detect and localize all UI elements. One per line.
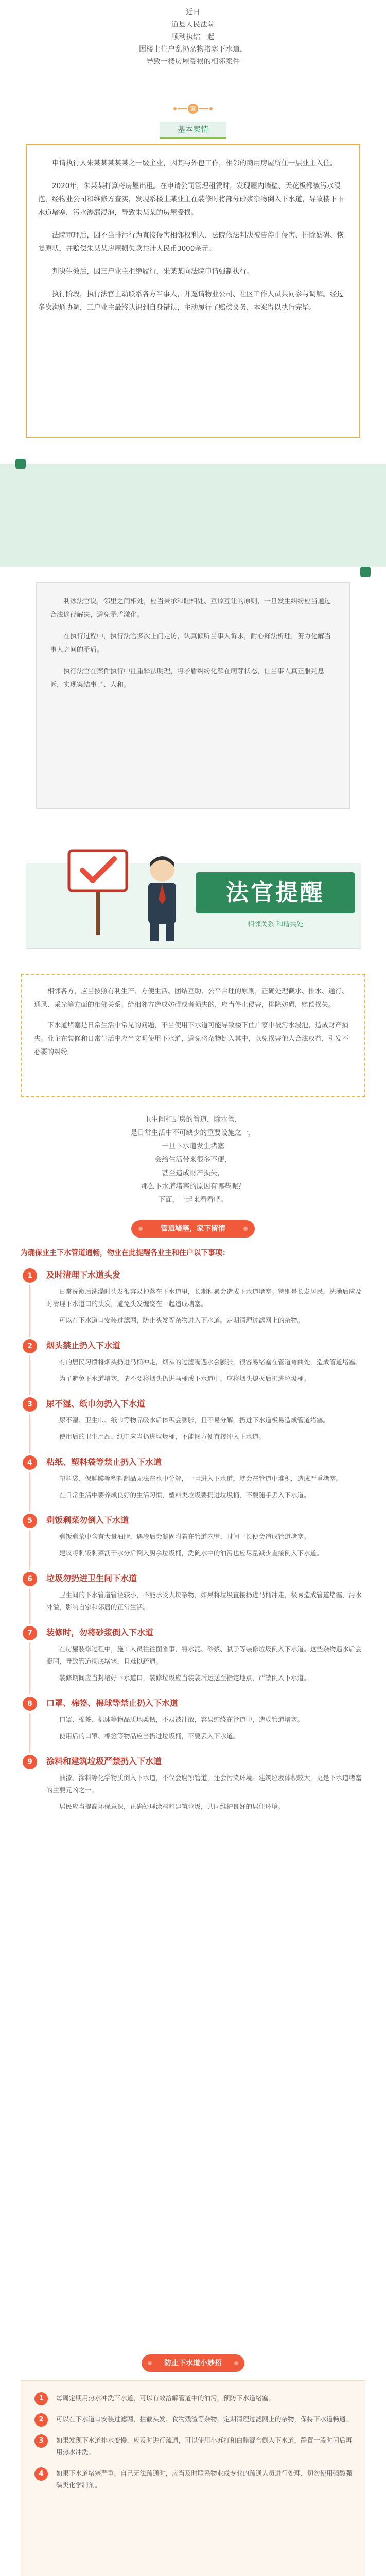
item-body: 口罩、棉签、棉球等物品质地柔韧，不易被冲散，容易缠绕在管道中，造成管道堵塞。 (59, 1716, 304, 1723)
poem-line: 下面，一起来看看吧。 (158, 1196, 228, 1204)
basic-facts-box (26, 144, 360, 438)
item-body: 剩饭剩菜中含有大量油脂，遇冷后会凝固附着在管道内壁，时间一长便会造成管道堵塞。 (59, 1533, 310, 1540)
basic-paragraph: 法院审理后，因不当排污行为直接侵害相邻权利人，法院依法判决被告停止侵害、排除妨碍、恢复原状，并赔偿朱某某房屋损失款共计人民币3000余元。 (38, 231, 344, 253)
list-item (21, 1455, 365, 1501)
list-item (21, 1697, 365, 1742)
intro-line: 因楼上住户乱扔杂物堵塞下水道， (139, 45, 247, 54)
clog-causes-list (21, 1267, 365, 1825)
decorative-green-band (0, 464, 386, 567)
tip-paragraph: 相邻各方，应当按照有利生产、方便生活、团结互助、公平合理的原则，正确处理截水、排水、通行、通风、采光等方面的相邻关系。给相邻方造成妨碍或者损失的，应当停止侵害，排除妨碍，赔偿损失。 (34, 988, 349, 1009)
checkmark-sign-icon (67, 848, 129, 935)
pill-dot (138, 1227, 143, 1231)
poem-line: 一旦下水道发生堵塞 (162, 1142, 224, 1150)
tip-number: 3 (34, 2434, 48, 2448)
list-item (21, 1268, 365, 1327)
intro-poem (0, 1113, 386, 1207)
section-pill-pipe-care (131, 1220, 255, 1238)
list-item (21, 1755, 365, 1813)
item-title: 粘纸、塑料袋等禁止扔入下水道 (46, 1457, 162, 1467)
item-body: 装修期间应当封堵好下水道口，装修垃圾应当装袋后运送至指定地点，严禁倒入下水道。 (59, 1674, 310, 1682)
item-number: 2 (23, 1339, 37, 1353)
poem-line: 甚至造成财产损失， (162, 1169, 224, 1177)
intro-line: 道县人民法院 (171, 21, 215, 29)
item-body: 塑料袋、保鲜膜等塑料制品无法在水中分解，一旦进入下水道，就会在管道中堆积，造成严重堵塞。 (59, 1475, 343, 1482)
timeline-line (29, 1355, 30, 1395)
item-body: 可以在下水道口安装过滤网，防止头发等杂物进入下水道。定期清理过滤网上的杂物。 (59, 1316, 304, 1324)
divider-badge: 案 (188, 104, 198, 114)
item-body: 居民应当提高环保意识，正确处理涂料和建筑垃圾，共同维护良好的居住环境。 (59, 1803, 285, 1810)
item-title: 涂料和建筑垃圾严禁扔入下水道 (46, 1756, 162, 1766)
poem-line: 那么下水道堵塞的原因有哪些呢？ (141, 1182, 245, 1191)
item-title: 烟头禁止扔入下水道 (46, 1341, 121, 1350)
list-item (31, 2413, 355, 2425)
pill-dot (148, 2361, 152, 2365)
tip-number: 4 (34, 2467, 48, 2481)
section-divider (173, 102, 213, 115)
section-pill-tips (142, 2354, 244, 2372)
list-item (21, 1397, 365, 1443)
corner-decoration (15, 459, 26, 469)
tip-text: 每周定期用热水冲洗下水道，可以有效溶解管道中的油污，预防下水道堵塞。 (56, 2394, 275, 2402)
item-title: 口罩、棉签、棉球等禁止扔入下水道 (46, 1698, 179, 1708)
list-item (31, 2434, 355, 2458)
execution-paragraph: 执行法官在案件执行中注重释法明理，将矛盾纠纷化解在萌芽状态，让当事人真正服判息诉，实现案结事了、人和。 (50, 668, 325, 689)
item-body: 使用后的卫生用品、纸巾应当扔进垃圾桶，不能图方便直接冲入下水道。 (59, 1433, 266, 1440)
item-number: 1 (23, 1268, 37, 1283)
list-item (21, 1626, 365, 1684)
execution-paragraph: 在执行过程中，执行法官多次上门走访，认真倾听当事人诉求，耐心释法析理，努力化解当事人之间的矛盾。 (50, 633, 331, 654)
prevention-tips-panel (21, 2380, 365, 2576)
poem-line: 会给生活带来很多不便， (154, 1156, 232, 1164)
corner-decoration (360, 567, 371, 577)
item-number: 9 (23, 1755, 37, 1769)
item-body: 卫生间的下水管道管径较小，不能承受大块杂物，如果将垃圾直接扔进马桶冲走，极易造成管道堵塞，污水外溢，影响自家和邻居的正常生活。 (46, 1591, 362, 1611)
poem-line: 是日常生活中不可缺少的重要设施之一， (130, 1129, 256, 1137)
timeline-line (29, 1285, 30, 1337)
intro-lines (0, 6, 386, 68)
basic-paragraph: 执行阶段，执行法官主动联系各方当事人，并邀请物业公司、社区工作人员共同参与调解。经过多次沟通协调，三户业主最终认识到自身错误，主动履行了赔偿义务，本案得以执行完毕。 (38, 290, 344, 312)
item-body: 油漆、涂料等化学物质倒入下水道，不仅会腐蚀管道，还会污染环境。建筑垃圾体积较大，更是下水道堵塞的主要元凶之一。 (46, 1774, 362, 1794)
execution-paragraph: 利冰法官说，邻里之间相处，应当秉承和睦相处、互谅互让的原则，一旦发生纠纷应当通过合法途径解决，避免矛盾激化。 (50, 598, 331, 619)
poem-line: 卫生间和厨房的管道，除水管， (144, 1115, 242, 1124)
item-title: 剩饭剩菜勿倒入下水道 (46, 1515, 129, 1525)
item-body: 在房屋装修过程中，施工人员往往图省事，将水泥、砂浆、腻子等装修垃圾倒入下水道。这些杂物遇水后会凝固，导致管道彻底堵塞，且难以疏通。 (46, 1645, 362, 1665)
item-body: 为了避免下水道堵塞，请不要将烟头扔进马桶或下水道中，应将烟头熄灭后扔进垃圾桶。 (59, 1375, 310, 1382)
tip-text: 可以在下水道口安装过滤网，拦截头发、食物残渣等杂物，定期清理过滤网上的杂物，保持下水道畅通。 (56, 2415, 353, 2423)
basic-paragraph: 申请执行人朱某某某某某之一级企业，因其与外包工作，相邻的商用房屋所住一层业主入住。 (52, 159, 337, 167)
item-number: 8 (23, 1697, 37, 1711)
divider-line (178, 108, 187, 109)
intro-line: 导致一楼房屋受损的相邻案件 (146, 58, 240, 66)
judge-reminder-banner (26, 842, 360, 948)
list-item (21, 1339, 365, 1385)
pill-dot (243, 1227, 248, 1231)
item-title: 垃圾勿扔进卫生间下水道 (46, 1573, 137, 1583)
tip-text: 如果发现下水道排水变慢，应及时进行疏通，可以使用小苏打和白醋混合倒入下水道，静置一段时间后再用热水冲洗。 (56, 2436, 353, 2456)
judge-figure-icon (139, 853, 185, 943)
pill-dot (234, 2361, 238, 2365)
tip-number: 2 (34, 2413, 48, 2427)
item-body: 尿不湿、卫生巾、纸巾等物品吸水后体积会膨胀，且不易分解，扔进下水道极易造成管道堵塞。 (59, 1416, 330, 1424)
item-title: 装修时，勿将砂浆倒入下水道 (46, 1628, 154, 1637)
tip-text: 如果下水道堵塞严重，自己无法疏通时，应当及时联系物业或专业的疏通人员进行处理，切勿使用强酸强碱类化学制剂。 (56, 2469, 353, 2489)
list-item (31, 2392, 355, 2404)
item-body: 建议将剩饭剩菜沥干水分后倒入厨余垃圾桶，洗碗水中的油污也应尽量减少直接倒入下水道。 (59, 1549, 323, 1557)
list-item (31, 2467, 355, 2491)
list-item (21, 1514, 365, 1560)
divider-dot (209, 107, 213, 110)
intro-line: 顺利执结一起 (171, 33, 215, 41)
tip-number: 1 (34, 2392, 48, 2405)
item-number: 7 (23, 1626, 37, 1640)
item-title: 及时清理下水道头发 (46, 1270, 121, 1280)
list-item (21, 1572, 365, 1614)
item-body: 在日常生活中要养成良好的生活习惯，塑料类垃圾要扔进垃圾桶，不要随手丢入下水道。 (59, 1491, 310, 1499)
judge-tip-box (21, 974, 365, 1097)
item-number: 4 (23, 1455, 37, 1470)
item-body: 日常洗漱后洗澡时头发很容易掉落在下水道里，长期积累会造成下水道堵塞。特别是长发居民，洗澡后应及时清理下水道口的头发，避免头发缠绕在一起造成堵塞。 (46, 1287, 362, 1308)
timeline-line (29, 1713, 30, 1753)
pill-label: 管道堵塞，家下留情 (161, 1225, 225, 1233)
item-number: 3 (23, 1397, 37, 1412)
timeline-line (29, 1642, 30, 1694)
basic-paragraph: 2020年，朱某某打算将房屋出租。在申请公司管理租赁时，发现屋内墙壁、天花板都被污水浸泡，经物业公司和维修方查实，发现系楼上某业主在装修时将部分砂浆杂物倒入下水道，导致楼下下水道堵塞，污水渗漏浸泡，导致朱某某的房屋受损。 (38, 182, 344, 217)
timeline-line (29, 1414, 30, 1453)
item-number: 6 (23, 1572, 37, 1586)
basic-facts-title: 基本案情 (160, 122, 226, 139)
banner-title: 法官提醒 (196, 872, 355, 913)
tip-paragraph: 下水道堵塞是日常生活中常见的问题，不当使用下水道可能导致楼下住户家中被污水浸泡，造成财产损失。业主在装修和日常生活中应当文明使用下水道，避免将杂物倒入其中，以免损害他人合法权益，引发不必要的纠纷。 (34, 1022, 349, 1056)
divider-line (199, 108, 208, 109)
lead-text: 为确保业主下水管道通畅，物业在此提醒各业主和住户以下事项： (21, 1249, 230, 1257)
item-title: 尿不湿、纸巾勿扔入下水道 (46, 1399, 146, 1409)
item-number: 5 (23, 1514, 37, 1528)
item-body: 使用后的口罩、棉签等物品应当扔进垃圾桶，不要丢入下水道。 (59, 1732, 240, 1740)
basic-paragraph: 判决生效后，因三户业主拒绝履行，朱某某向法院申请强制执行。 (52, 267, 254, 276)
timeline-line (29, 1588, 30, 1624)
banner-subtitle: 相邻关系 和谐共处 (247, 921, 304, 928)
divider-dot (173, 107, 177, 110)
timeline-line (29, 1472, 30, 1512)
pill-label: 防止下水道小妙招 (164, 2359, 222, 2367)
intro-line: 近日 (186, 8, 200, 16)
item-body: 有的居民习惯将烟头扔进马桶冲走，烟头的过滤嘴遇水会膨胀，很容易堵塞在管道弯曲处，造成管道堵塞。 (59, 1358, 362, 1366)
execution-notes-box (36, 582, 350, 809)
timeline-line (29, 1530, 30, 1570)
